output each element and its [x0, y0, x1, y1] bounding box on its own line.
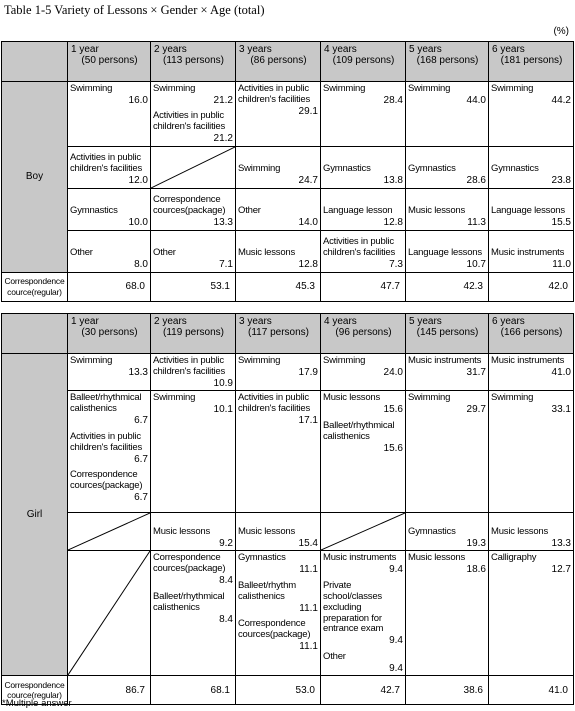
lesson-cell — [489, 513, 574, 551]
lesson-cell — [406, 391, 489, 513]
header-cell — [489, 314, 574, 354]
table-row — [2, 354, 574, 391]
lesson-cell — [489, 230, 574, 272]
lesson-percent: 6.7 — [134, 491, 148, 503]
header-blank — [2, 42, 68, 82]
lesson-name: Music lessons — [408, 552, 466, 564]
lesson-name: Activities in public children's facilities — [153, 355, 226, 377]
lesson-percent: 21.2 — [213, 133, 233, 145]
lesson-percent: 6.7 — [134, 453, 148, 465]
lesson-percent: 12.8 — [383, 217, 403, 229]
lesson-name: Music lessons — [153, 525, 211, 537]
lesson-entry — [323, 237, 403, 270]
lesson-cell — [321, 230, 406, 272]
lesson-percent: 12.7 — [551, 564, 571, 576]
sample-size: (30 persons) — [81, 327, 138, 338]
lesson-percent: 10.7 — [466, 259, 486, 271]
sample-size: (109 persons) — [332, 55, 395, 66]
header-cell — [151, 314, 236, 354]
lesson-percent: 13.8 — [383, 175, 403, 187]
lesson-percent: 12.0 — [128, 175, 148, 187]
lesson-name: Activities in public children's facilities — [70, 430, 143, 453]
sample-size: (181 persons) — [500, 55, 563, 66]
age-label: 4 years — [324, 44, 357, 55]
lesson-entry — [238, 84, 318, 117]
age-label: 1 year — [71, 44, 99, 55]
lesson-percent: 24.0 — [383, 366, 403, 378]
lesson-cell — [236, 188, 321, 230]
lesson-entry — [491, 553, 571, 575]
header-cell — [406, 314, 489, 354]
lesson-name: Gymnastics — [491, 163, 539, 175]
lesson-cell — [236, 230, 321, 272]
lesson-percent: 17.9 — [298, 366, 318, 378]
header-cell — [489, 42, 574, 82]
lesson-entry — [491, 527, 571, 549]
lesson-cell — [236, 354, 321, 391]
lesson-percent: 7.3 — [389, 259, 403, 271]
lesson-cell — [236, 391, 321, 513]
lesson-cell — [321, 82, 406, 147]
lesson-name: Correspondence cources(package) — [238, 618, 311, 641]
sample-size: (166 persons) — [500, 327, 563, 338]
lesson-entry — [70, 248, 148, 270]
lesson-name: Swimming — [408, 83, 451, 94]
lesson-entry — [238, 581, 318, 614]
table-row — [2, 230, 574, 272]
lesson-cell — [489, 146, 574, 188]
lesson-name: Swimming — [153, 392, 196, 404]
sample-size: (119 persons) — [163, 327, 224, 338]
sample-size: (50 persons) — [81, 55, 138, 66]
lesson-name: Gymnastics — [408, 525, 456, 537]
age-label: 3 years — [239, 316, 272, 327]
lesson-cell — [321, 146, 406, 188]
lesson-entry — [491, 248, 571, 270]
lesson-percent: 28.6 — [466, 175, 486, 187]
lesson-entry — [238, 164, 318, 186]
lesson-entry — [153, 195, 233, 228]
header-row — [2, 314, 574, 354]
lesson-cell — [151, 354, 236, 391]
lesson-entry — [408, 84, 486, 106]
lesson-cell — [151, 391, 236, 513]
age-label: 5 years — [409, 316, 442, 327]
header-cell — [236, 42, 321, 82]
lesson-cell — [321, 391, 406, 513]
lesson-cell — [406, 513, 489, 551]
total-row-label: Correspondence cource(regular) — [2, 272, 68, 301]
lesson-cell — [489, 188, 574, 230]
lesson-name: Language lesson — [323, 205, 393, 217]
table-title: Table 1-5 Variety of Lessons × Gender × Age (total) — [4, 3, 265, 17]
lesson-percent: 41.0 — [551, 366, 571, 378]
lesson-percent: 15.6 — [383, 442, 403, 454]
total-value: 42.3 — [406, 272, 489, 301]
diagonal-slash — [68, 513, 150, 550]
lesson-name: Music lessons — [491, 525, 549, 537]
diagonal-slash — [151, 147, 235, 188]
lesson-percent: 44.0 — [466, 94, 486, 106]
lesson-cell — [406, 188, 489, 230]
lesson-name: Other — [153, 247, 176, 259]
lesson-name: Balleet/rhythmical calisthenics — [153, 590, 225, 613]
lesson-entry — [238, 356, 318, 378]
lesson-percent: 13.3 — [213, 217, 233, 229]
lesson-percent: 13.3 — [128, 366, 148, 378]
lesson-percent: 7.1 — [219, 259, 233, 271]
girl-gender-label: Girl — [2, 354, 68, 676]
lesson-entry — [408, 206, 486, 228]
lesson-name: Swimming — [323, 83, 366, 94]
lesson-entry — [238, 619, 318, 652]
lesson-name: Balleet/rhythmical calisthenics — [323, 419, 395, 442]
lesson-percent: 11.3 — [467, 217, 486, 229]
lesson-cell — [236, 551, 321, 676]
table-row — [2, 391, 574, 513]
lesson-cell — [406, 146, 489, 188]
lesson-entry — [408, 553, 486, 575]
lesson-entry — [238, 248, 318, 270]
lesson-name: Music lessons — [408, 205, 466, 217]
age-label: 6 years — [492, 316, 525, 327]
lesson-name: Gymnastics — [408, 163, 456, 175]
lesson-cell — [321, 551, 406, 676]
lesson-name: Music lessons — [238, 525, 296, 537]
age-label: 4 years — [324, 316, 357, 327]
lesson-percent: 15.6 — [383, 404, 403, 416]
lesson-percent: 11.1 — [299, 602, 318, 614]
total-value: 42.7 — [321, 676, 406, 705]
lesson-entry — [153, 592, 233, 625]
lesson-cell — [151, 513, 236, 551]
sample-size: (113 persons) — [163, 55, 224, 66]
lesson-name: Swimming — [238, 163, 281, 175]
header-cell — [151, 42, 236, 82]
lesson-percent: 19.3 — [466, 537, 486, 549]
lesson-percent: 23.8 — [551, 175, 571, 187]
lesson-entry — [408, 393, 486, 415]
lesson-cell — [236, 82, 321, 147]
table-row — [2, 188, 574, 230]
table-row — [2, 513, 574, 551]
lesson-entry — [70, 470, 148, 503]
lesson-percent: 9.4 — [389, 635, 403, 647]
header-cell — [236, 314, 321, 354]
lesson-entry — [238, 527, 318, 549]
sample-size: (145 persons) — [416, 327, 479, 338]
sample-size: (86 persons) — [250, 55, 307, 66]
lesson-name: Swimming — [70, 83, 113, 94]
header-cell — [406, 42, 489, 82]
lesson-entry — [153, 84, 233, 106]
lesson-percent: 10.0 — [128, 217, 148, 229]
lesson-name: Activities in public children's facilities — [70, 152, 143, 175]
header-row — [2, 42, 574, 82]
lesson-cell — [68, 146, 151, 188]
lesson-name: Gymnastics — [323, 163, 371, 175]
total-value: 68.1 — [151, 676, 236, 705]
lesson-name: Activities in public children's facilities — [323, 236, 396, 259]
lesson-entry — [323, 164, 403, 186]
age-label: 6 years — [492, 44, 525, 55]
empty-cell — [68, 551, 151, 676]
lesson-percent: 31.7 — [466, 366, 486, 378]
lesson-percent: 29.1 — [298, 105, 318, 117]
lesson-cell — [489, 354, 574, 391]
total-value: 45.3 — [236, 272, 321, 301]
lesson-entry — [408, 164, 486, 186]
lesson-entry — [491, 356, 571, 378]
table-row — [2, 551, 574, 676]
total-value: 41.0 — [489, 676, 574, 705]
header-cell — [321, 42, 406, 82]
lesson-entry — [323, 421, 403, 454]
lesson-percent: 15.4 — [298, 537, 318, 549]
lesson-name: Language lessons — [491, 205, 565, 217]
empty-cell — [321, 513, 406, 551]
lesson-entry — [153, 111, 233, 144]
lesson-percent: 11.0 — [552, 259, 571, 271]
lesson-entry — [323, 393, 403, 415]
lesson-cell — [236, 146, 321, 188]
lesson-name: Music lessons — [323, 392, 381, 404]
total-value: 53.1 — [151, 272, 236, 301]
lesson-percent: 9.4 — [389, 662, 403, 674]
footnote: *Multiple answer — [2, 698, 72, 709]
diagonal-slash — [68, 551, 150, 675]
lesson-cell — [68, 230, 151, 272]
total-value: 86.7 — [68, 676, 151, 705]
table-row — [2, 146, 574, 188]
lesson-name: Swimming — [153, 83, 196, 94]
lesson-entry — [323, 84, 403, 106]
lesson-percent: 10.9 — [213, 377, 233, 389]
lesson-percent: 6.7 — [134, 415, 148, 427]
lesson-name: Swimming — [408, 392, 451, 404]
header-cell — [68, 42, 151, 82]
lesson-name: Activities in public children's facilities — [238, 392, 311, 415]
lesson-percent: 8.0 — [134, 259, 148, 271]
lesson-name: Other — [70, 247, 93, 259]
lesson-percent: 8.4 — [219, 575, 233, 587]
lesson-entry — [323, 581, 403, 647]
diagonal-slash — [321, 513, 405, 550]
sample-size: (96 persons) — [335, 327, 392, 338]
lesson-name: Language lessons — [408, 247, 482, 259]
lesson-percent: 29.7 — [466, 404, 486, 416]
boy-table — [1, 41, 574, 302]
lesson-name: Correspondence cources(package) — [70, 469, 143, 491]
lesson-cell — [489, 551, 574, 676]
lesson-name: Activities in public children's facilities — [238, 83, 311, 105]
lesson-entry — [238, 206, 318, 228]
lesson-name: Balleet/rhythmical calisthenics — [70, 392, 142, 415]
age-label: 3 years — [239, 44, 272, 55]
lesson-percent: 14.0 — [298, 217, 318, 229]
age-label: 2 years — [154, 316, 187, 327]
lesson-entry — [153, 527, 233, 549]
header-cell — [68, 314, 151, 354]
lesson-cell — [236, 513, 321, 551]
lesson-name: Correspondence cources(package) — [153, 552, 226, 575]
lesson-entry — [408, 248, 486, 270]
sample-size: (168 persons) — [416, 55, 479, 66]
lesson-cell — [151, 82, 236, 147]
lesson-entry — [408, 527, 486, 549]
lesson-name: Private school/classes excluding preparation for entrance exam — [323, 579, 384, 635]
lesson-name: Music instruments — [323, 552, 397, 564]
lesson-entry — [153, 356, 233, 389]
lesson-name: Activities in public children's facilities — [153, 110, 226, 133]
lesson-entry — [323, 652, 403, 674]
total-value: 68.0 — [68, 272, 151, 301]
lesson-entry — [70, 356, 148, 378]
lesson-cell — [406, 551, 489, 676]
lesson-percent: 17.1 — [298, 415, 318, 427]
lesson-cell — [68, 188, 151, 230]
lesson-entry — [491, 164, 571, 186]
lesson-name: Calligraphy — [491, 552, 537, 564]
lesson-entry — [70, 206, 148, 228]
lesson-entry — [323, 553, 403, 575]
lesson-percent: 18.6 — [466, 564, 486, 576]
lesson-entry — [491, 393, 571, 415]
lesson-cell — [68, 354, 151, 391]
lesson-entry — [323, 206, 403, 228]
lesson-percent: 12.8 — [298, 259, 318, 271]
lesson-entry — [70, 153, 148, 186]
lesson-name: Swimming — [323, 355, 366, 366]
lesson-entry — [70, 393, 148, 426]
lesson-entry — [238, 553, 318, 575]
lesson-percent: 24.7 — [298, 175, 318, 187]
lesson-name: Music lessons — [238, 247, 296, 259]
lesson-percent: 44.2 — [551, 94, 571, 106]
empty-cell — [151, 146, 236, 188]
empty-cell — [68, 513, 151, 551]
total-value: 47.7 — [321, 272, 406, 301]
total-value: 38.6 — [406, 676, 489, 705]
lesson-entry — [238, 393, 318, 426]
lesson-percent: 9.4 — [389, 564, 403, 576]
lesson-entry — [70, 432, 148, 465]
lesson-entry — [70, 84, 148, 106]
lesson-cell — [489, 391, 574, 513]
lesson-cell — [68, 82, 151, 147]
lesson-entry — [408, 356, 486, 378]
lesson-name: Swimming — [491, 83, 534, 94]
header-blank — [2, 314, 68, 354]
lesson-name: Other — [238, 205, 261, 217]
lesson-name: Gymnastics — [238, 552, 286, 564]
lesson-percent: 8.4 — [219, 613, 233, 625]
lesson-percent: 9.2 — [219, 537, 233, 549]
lesson-cell — [68, 391, 151, 513]
lesson-percent: 33.1 — [551, 404, 571, 416]
age-label: 2 years — [154, 44, 187, 55]
lesson-percent: 11.1 — [299, 564, 318, 576]
lesson-percent: 15.5 — [551, 217, 571, 229]
lesson-entry — [153, 248, 233, 270]
lesson-percent: 16.0 — [128, 94, 148, 106]
lesson-cell — [406, 230, 489, 272]
boy-gender-label: Boy — [2, 82, 68, 273]
girl-table — [1, 313, 574, 705]
lesson-entry — [153, 393, 233, 415]
sample-size: (117 persons) — [248, 327, 309, 338]
lesson-name: Swimming — [491, 392, 534, 404]
lesson-name: Swimming — [70, 355, 113, 366]
lesson-entry — [323, 356, 403, 378]
lesson-percent: 28.4 — [383, 94, 403, 106]
lesson-name: Gymnastics — [70, 205, 118, 217]
lesson-cell — [321, 354, 406, 391]
lesson-cell — [406, 82, 489, 147]
total-value: 42.0 — [489, 272, 574, 301]
lesson-percent: 11.1 — [299, 640, 318, 652]
total-value: 53.0 — [236, 676, 321, 705]
total-row-label: Correspondence cource(regular) — [2, 676, 68, 705]
lesson-name: Swimming — [238, 355, 281, 366]
lesson-name: Balleet/rhythm calisthenics — [238, 579, 296, 602]
total-row — [2, 272, 574, 301]
lesson-cell — [151, 551, 236, 676]
lesson-entry — [153, 553, 233, 586]
lesson-name: Music instruments — [491, 355, 565, 366]
lesson-name: Correspondence cources(package) — [153, 194, 226, 217]
unit-label: (%) — [553, 26, 569, 37]
age-label: 1 year — [71, 316, 99, 327]
lesson-percent: 13.3 — [551, 537, 571, 549]
lesson-name: Music instruments — [408, 355, 482, 366]
lesson-percent: 10.1 — [213, 404, 233, 416]
lesson-name: Music instruments — [491, 247, 565, 259]
lesson-entry — [491, 84, 571, 106]
total-row — [2, 676, 574, 705]
lesson-cell — [151, 188, 236, 230]
table-row — [2, 82, 574, 147]
lesson-name: Other — [323, 650, 346, 662]
lesson-percent: 21.2 — [213, 94, 233, 106]
header-cell — [321, 314, 406, 354]
lesson-cell — [151, 230, 236, 272]
age-label: 5 years — [409, 44, 442, 55]
lesson-entry — [491, 206, 571, 228]
lesson-cell — [489, 82, 574, 147]
lesson-cell — [321, 188, 406, 230]
lesson-cell — [406, 354, 489, 391]
